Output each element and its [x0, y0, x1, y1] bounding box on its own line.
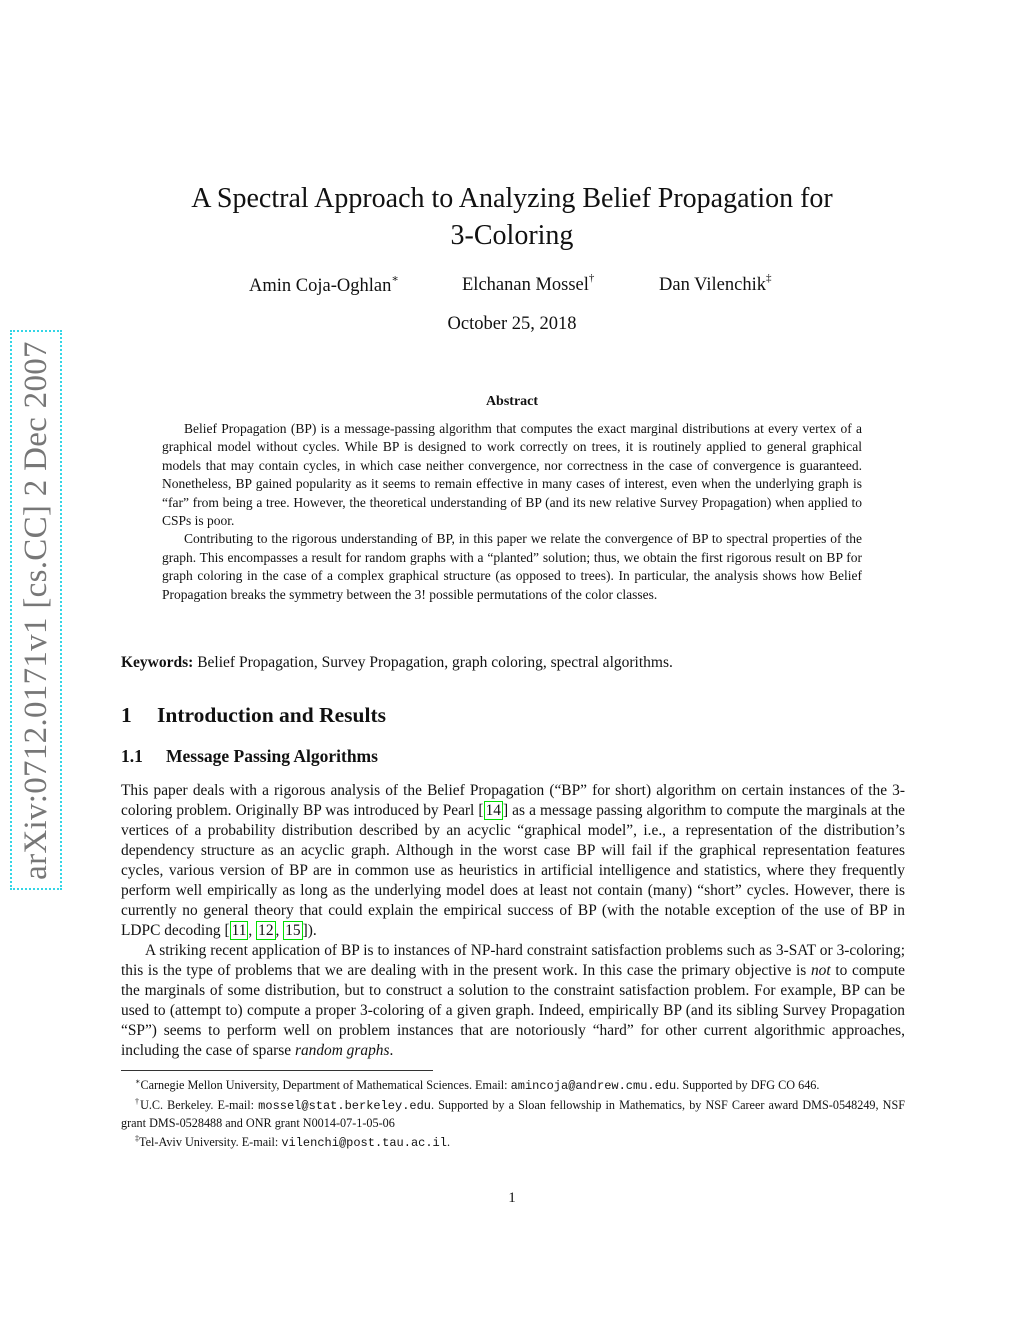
body-p1-text-b: as a message passing algorithm to compute the marginals at the vertices of a probability distribution described by an acyclic “graphical model”, i.e., a representation of the distribution’s dependency structure as an acyclic graph. Although in the worst case BP will fail if the graphical representation features cycles, various version of BP are in common use as heuristics in artificial intelligence and statistics, where they frequently perform well empirically as long as the underlying model does at least not contain (many) “short” cycles. However, there is currently no general theory that could explain the empirical success of BP (with the notable exception of the use of BP in LDPC decoding	[121, 802, 905, 939]
page-number: 1	[508, 1190, 516, 1206]
author-2	[462, 274, 594, 296]
paper-title	[150, 180, 874, 254]
footnotes	[121, 1074, 905, 1151]
body-p2-text-end: .	[389, 1042, 394, 1059]
keywords	[121, 653, 905, 673]
section-title: Introduction and Results	[157, 703, 386, 727]
citation-link-14[interactable]: 14	[485, 802, 501, 819]
author-3	[659, 274, 771, 296]
footnote-1	[121, 1074, 905, 1094]
author-2-name: Elchanan Mossel	[462, 275, 589, 296]
footnote-3-mark: ‡	[135, 1133, 139, 1143]
author-3-name: Dan Vilenchik	[659, 275, 766, 296]
footnote-1-mark: ∗	[135, 1077, 141, 1086]
author-1-name: Amin Coja-Oghlan	[249, 276, 392, 297]
section-heading	[121, 703, 905, 728]
footnote-3	[121, 1131, 905, 1151]
citation-link-15[interactable]: 15	[285, 922, 301, 939]
author-1-mark: ∗	[391, 273, 399, 285]
footnote-rule	[121, 1070, 433, 1071]
footnote-1-text-b: . Supported by DFG CO 646.	[676, 1078, 820, 1093]
abstract-paragraph-1: Belief Propagation (BP) is a message-passing algorithm that computes the exact marginal distributions at every vertex of a graphical model without cycles. While BP is designed to work correctly on trees, it is routinely applied to general graphical models that may contain cycles, in which case neither convergence, nor correctness in the case of convergence is guaranteed. Nonetheless, BP gained popularity as it seems to remain effective in many cases of interest, even when the underlying graph is “far” from being a tree. However, the theoretical understanding of BP (and its new relative Survey Propagation) when applied to CSPs is poor.	[162, 421, 862, 529]
body-paragraph-1: This paper deals with a rigorous analysis of the Belief Propagation (“BP” for short) algorithm on certain instances of the 3-coloring problem. Originally BP was introduced by Pearl [ 14 ] as a message passing algorithm to compute the marginals at the vertices of a probability distribution described by an acyclic “graphical model”, i.e., a representation of the distribution’s dependency structure as an acyclic graph. Although in the worst case BP will fail if the graphical representation features cycles, various version of BP are in common use as heuristics in artificial intelligence and statistics, where they frequently perform well empirically as long as the underlying model does at least not contain (many) “short” cycles. However, there is currently no general theory that could explain the empirical success of BP (with the notable exception of the use of BP in LDPC decoding [ 11 , 12 , 15 ]).	[121, 782, 905, 939]
body-p2-text-b: to compute the marginals of some distribution, but to construct a solution to the constraint satisfaction problem. For example, BP can be used to (attempt to) compute a proper 3-coloring of a given graph. Indeed, empirically BP (and its sibling Survey Propagation “SP”) seems to perform well on problem instances that are notoriously “hard” for other current algorithmic approaches, including the case of sparse	[121, 962, 905, 1059]
paper-date: October 25, 2018	[447, 314, 577, 334]
footnote-2-email[interactable]: mossel@stat.berkeley.edu	[258, 1099, 431, 1114]
footnote-3-email[interactable]: vilenchi@post.tau.ac.il	[281, 1135, 447, 1150]
author-2-mark: †	[588, 272, 595, 284]
section-number: 1	[121, 703, 132, 727]
abstract-paragraph-2: Contributing to the rigorous understanding of BP, in this paper we relate the convergence of BP to spectral properties of the graph. This encompasses a result for random graphs with a “planted” solution; thus, we obtain the first rigorous result on BP for graph coloring in the case of a complex graphical structure (as opposed to trees). In particular, the analysis shows how Belief Propagation breaks the symmetry between the 3! possible permutations of the color classes.	[162, 531, 862, 602]
body-p1-text-a: This paper deals with a rigorous analysis of the Belief Propagation (“BP” for short) algorithm on certain instances of the 3-coloring problem. Originally BP was introduced by Pearl	[121, 782, 905, 819]
abstract-heading: Abstract	[485, 394, 539, 409]
citation-link-12[interactable]: 12	[258, 922, 274, 939]
footnote-2-mark: †	[135, 1097, 141, 1107]
title-line-1: A Spectral Approach to Analyzing Belief Propagation for	[191, 183, 833, 214]
body-p2-text-a: A striking recent application of BP is to instances of NP-hard constraint satisfaction problems such as 3-SAT or 3-coloring; this is the type of problems that we are dealing with in the present work. In this case the primary objective is	[121, 942, 905, 979]
subsection-title: Message Passing Algorithms	[166, 746, 378, 766]
title-line-2: 3-Coloring	[450, 220, 574, 251]
body-p2-emphasis-not: not	[810, 962, 831, 979]
subsection-number: 1.1	[121, 746, 143, 766]
footnote-1-email[interactable]: amincoja@andrew.cmu.edu	[510, 1079, 677, 1094]
footnote-3-text-b: .	[446, 1134, 451, 1149]
citation-link-11[interactable]: 11	[231, 922, 247, 939]
author-3-mark: ‡	[765, 272, 772, 284]
body-text	[121, 781, 905, 1061]
author-1	[249, 274, 399, 297]
keywords-text: Belief Propagation, Survey Propagation, graph coloring, spectral algorithms.	[197, 654, 673, 671]
abstract-body	[162, 420, 862, 604]
body-p1-text-c: ).	[307, 922, 317, 939]
keywords-label: Keywords:	[121, 654, 194, 671]
footnote-2	[121, 1094, 905, 1130]
arxiv-identifier[interactable]: arXiv:0712.0171v1 [cs.CC] 2 Dec 2007	[17, 340, 54, 880]
body-paragraph-2	[121, 941, 905, 1061]
footnote-2-text-b: . Supported by a Sloan fellowship in Mathematics, by NSF Career award DMS-0548249, NSF grant DMS-0528488 and ONR grant N0014-07-1-05-06	[121, 1098, 906, 1130]
body-p2-emphasis-random-graphs: random graphs	[294, 1042, 390, 1059]
subsection-heading	[121, 746, 905, 767]
footnote-3-text-a: Tel-Aviv University. E-mail:	[139, 1134, 282, 1149]
footnote-1-text-a: Carnegie Mellon University, Department of Mathematical Sciences. Email:	[140, 1078, 511, 1093]
arxiv-sidebar-stamp	[10, 330, 62, 890]
footnote-2-text-a: U.C. Berkeley. E-mail:	[140, 1098, 259, 1113]
